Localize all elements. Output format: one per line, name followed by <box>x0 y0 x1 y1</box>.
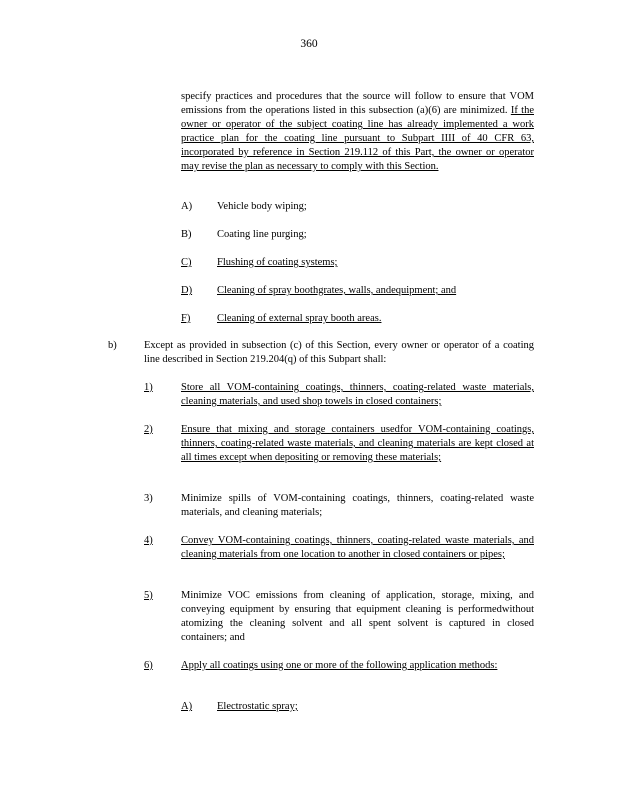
item-label: D) <box>181 285 193 296</box>
item-label: F) <box>181 313 191 324</box>
b-item-4-label: 4) <box>144 535 153 546</box>
b-item-1-text: Store all VOM-containing coatings, thinners, coating-related waste materials, cleaning materials, and used shop towels in closed containers; <box>181 382 534 407</box>
item-label: A) <box>181 701 193 712</box>
page-number: 360 <box>300 38 318 50</box>
b-item-1-label: 1) <box>144 382 153 393</box>
b-item-6-label: 6) <box>144 660 153 671</box>
subsection-b-label: b) <box>108 340 117 351</box>
item-text: Cleaning of spray boothgrates, walls, andequipment; and <box>217 285 457 296</box>
b-item-6-text: Apply all coatings using one or more of the following application methods: <box>181 660 498 671</box>
intro-underlined-text: If the owner or operator of the subject coating line has already implemented a work practice plan for the coating line pursuant to Subpart IIII of 40 CFR 63, incorporated by reference in Section 219.112 of this Part, the owner or operator may revise the plan as necessary to comply with this Section. <box>181 105 534 172</box>
item-text: Electrostatic spray; <box>217 701 298 712</box>
b-item-2-label: 2) <box>144 424 153 435</box>
item-label: B) <box>181 229 192 240</box>
b-item-5-text: Minimize VOC emissions from cleaning of application, storage, mixing, and conveying equipment by ensuring that equipment cleaning is performedwithout atomizing the cleaning solvent and all spent solvent is captured in closed containers; and <box>181 590 534 643</box>
b-item-2-text: Ensure that mixing and storage containers usedfor VOM-containing coatings, thinners, coating-related waste materials, and cleaning materials are kept closed at all times except when depositing or removing these materials; <box>181 424 534 463</box>
item-label: A) <box>181 201 193 212</box>
item-text: Flushing of coating systems; <box>217 257 338 268</box>
item-text: Cleaning of external spray booth areas. <box>217 313 382 324</box>
intro-paragraph <box>181 90 534 174</box>
b-item-4-text: Convey VOM-containing coatings, thinners, coating-related waste materials, and cleaning materials from one location to another in closed containers or pipes; <box>181 535 534 560</box>
b-item-5-label: 5) <box>144 590 153 601</box>
b-item-3-text: Minimize spills of VOM-containing coatings, thinners, coating-related waste materials, and cleaning materials; <box>181 493 534 518</box>
intro-plain-text: specify practices and procedures that the source will follow to ensure that VOM emissions from the operations listed in this subsection (a)(6) are minimized. <box>181 91 534 116</box>
item-text: Coating line purging; <box>217 229 307 240</box>
b-item-3-label: 3) <box>144 493 153 504</box>
item-label: C) <box>181 257 192 268</box>
subsection-b-text: Except as provided in subsection (c) of this Section, every owner or operator of a coating line described in Section 219.204(q) of this Subpart shall: <box>144 340 534 365</box>
item-text: Vehicle body wiping; <box>217 201 307 212</box>
